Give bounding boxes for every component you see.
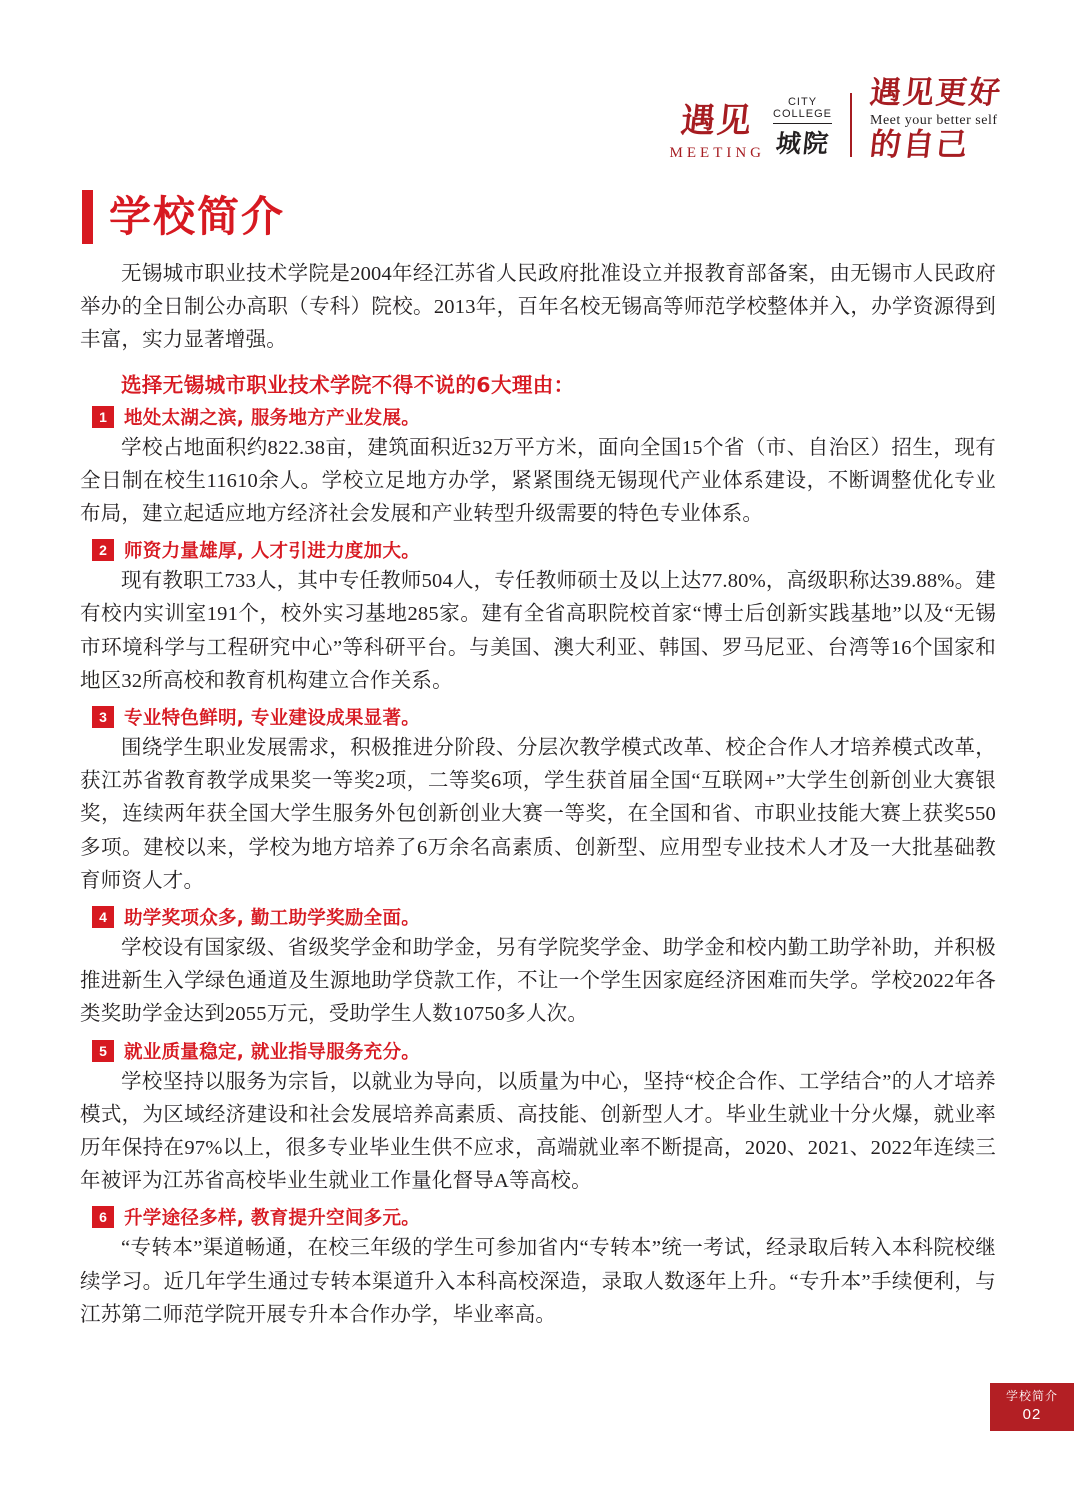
logo-chengyuan-cn-text: 城院	[774, 128, 832, 158]
reason-number-badge-2: 2	[92, 539, 114, 561]
reason-heading-1	[80, 404, 996, 430]
title-accent-bar	[82, 190, 93, 244]
page-title-block	[82, 190, 285, 244]
logo-brush-cn-text: 遇见	[679, 101, 756, 141]
logo-meeting-group	[669, 101, 766, 161]
reason-number-badge-4: 4	[92, 906, 114, 928]
reason-title-3: 专业特色鲜明, 专业建设成果显著。	[124, 708, 421, 730]
page-title: 学校简介	[109, 192, 286, 241]
reason-body-4: 学校设有国家级、省级奖学金和助学金，另有学院奖学金、助学金和校内勤工助学补助，并积极推进新生入学绿色通道及生源地助学贷款工作，不让一个学生因家庭经济困难而失学。学校2022年各类奖助学金达到2055万元，受助学生人数10750多人次。	[80, 937, 996, 1026]
logo-college-group	[773, 96, 832, 161]
footer-page-number: 02	[1022, 1406, 1042, 1424]
reason-body-2: 现有教职工733人，其中专任教师504人，专任教师硕士及以上达77.80%，高级职称达39.88%。建有校内实训室191个，校外实习基地285家。建有全省高职院校首家“博士后创新实践基地”以及“无锡市环境科学与工程研究中心”等科研平台。与美国、澳大利亚、韩国、罗马尼亚、台湾等16个国家和地区32所高校和教育机构建立合作关系。	[80, 570, 996, 692]
reason-title-6: 升学途径多样, 教育提升空间多元。	[124, 1208, 421, 1230]
logo-slogan-cn-line1: 遇见更好	[868, 75, 1004, 111]
reason-heading-2	[80, 537, 996, 563]
reason-heading-6	[80, 1204, 996, 1230]
reason-body-5: 学校坚持以服务为宗旨，以就业为导向，以质量为中心，坚持“校企合作、工学结合”的人才培养模式，为区域经济建设和社会发展培养高素质、高技能、创新型人才。毕业生就业十分火爆，就业率历年保持在97%以上，很多专业毕业生供不应求，高端就业率不断提高，2020、2021、2022年连续三年被评为江苏省高校毕业生就业工作量化督导A等高校。	[80, 1070, 996, 1193]
reason-number-badge-1: 1	[92, 406, 114, 428]
reason-body-6: “专转本”渠道畅通，在校三年级的学生可参加省内“专转本”统一考试，经录取后转入本科院校继续学习。近几年学生通过专转本渠道升入本科高校深造，录取人数逐年上升。“专升本”手续便利，与江苏第二师范学院开展专升本合作办学，毕业率高。	[80, 1237, 996, 1326]
reason-body-1: 学校占地面积约822.38亩，建筑面积近32万平方米，面向全国15个省（市、自治区）招生，现有全日制在校生11610余人。学校立足地方办学，紧紧围绕无锡现代产业体系建设，不断调整优化专业布局，建立起适应地方经济社会发展和产业转型升级需要的特色专业体系。	[80, 436, 996, 526]
logo-divider	[850, 93, 852, 157]
reason-number-badge-6: 6	[92, 1206, 114, 1228]
intro-paragraph: 无锡城市职业技术学院是2004年经江苏省人民政府批准设立并报教育部备案，由无锡市人民政府举办的全日制公办高职（专科）院校。2013年，百年名校无锡高等师范学校整体并入，办学资源得到丰富，实力显著增强。	[80, 263, 996, 352]
reason-title-4: 助学奖项众多, 勤工助学奖励全面。	[124, 908, 421, 930]
reason-body-3: 围绕学生职业发展需求，积极推进分阶段、分层次教学模式改革、校企合作人才培养模式改革，获江苏省教育教学成果奖一等奖2项，二等奖6项，学生获首届全国“互联网+”大学生创新创业大赛银奖，连续两年获全国大学生服务外包创新创业大赛一等奖，在全国和省、市职业技能大赛上获奖550多项。建校以来，学校为地方培养了6万余名高素质、创新型、应用型专业技术人才及一大批基础教育师资人才。	[80, 737, 996, 892]
reason-heading-3	[80, 704, 996, 730]
document-body	[80, 258, 996, 1334]
reason-number-badge-3: 3	[92, 706, 114, 728]
school-logo	[669, 75, 1004, 163]
reason-heading-5	[80, 1038, 996, 1064]
page-footer-badge	[990, 1383, 1074, 1431]
section-subheading: 选择无锡城市职业技术学院不得不说的6大理由：	[121, 372, 575, 397]
logo-meeting-en-text: MEETING	[669, 145, 766, 161]
footer-section-label: 学校简介	[1005, 1389, 1058, 1404]
logo-slogan-cn-line2: 的自己	[868, 127, 971, 163]
reason-title-1: 地处太湖之滨, 服务地方产业发展。	[124, 407, 421, 429]
reason-title-2: 师资力量雄厚, 人才引进力度加大。	[124, 541, 421, 563]
reason-title-5: 就业质量稳定, 就业指导服务充分。	[124, 1041, 421, 1063]
reason-number-badge-5: 5	[92, 1040, 114, 1062]
logo-city-en-text: CITY	[787, 96, 818, 109]
logo-college-en-text: COLLEGE	[773, 108, 832, 123]
reason-heading-4	[80, 904, 996, 930]
logo-slogan-group	[868, 75, 1004, 163]
logo-slogan-en: Meet your better self	[870, 113, 998, 128]
